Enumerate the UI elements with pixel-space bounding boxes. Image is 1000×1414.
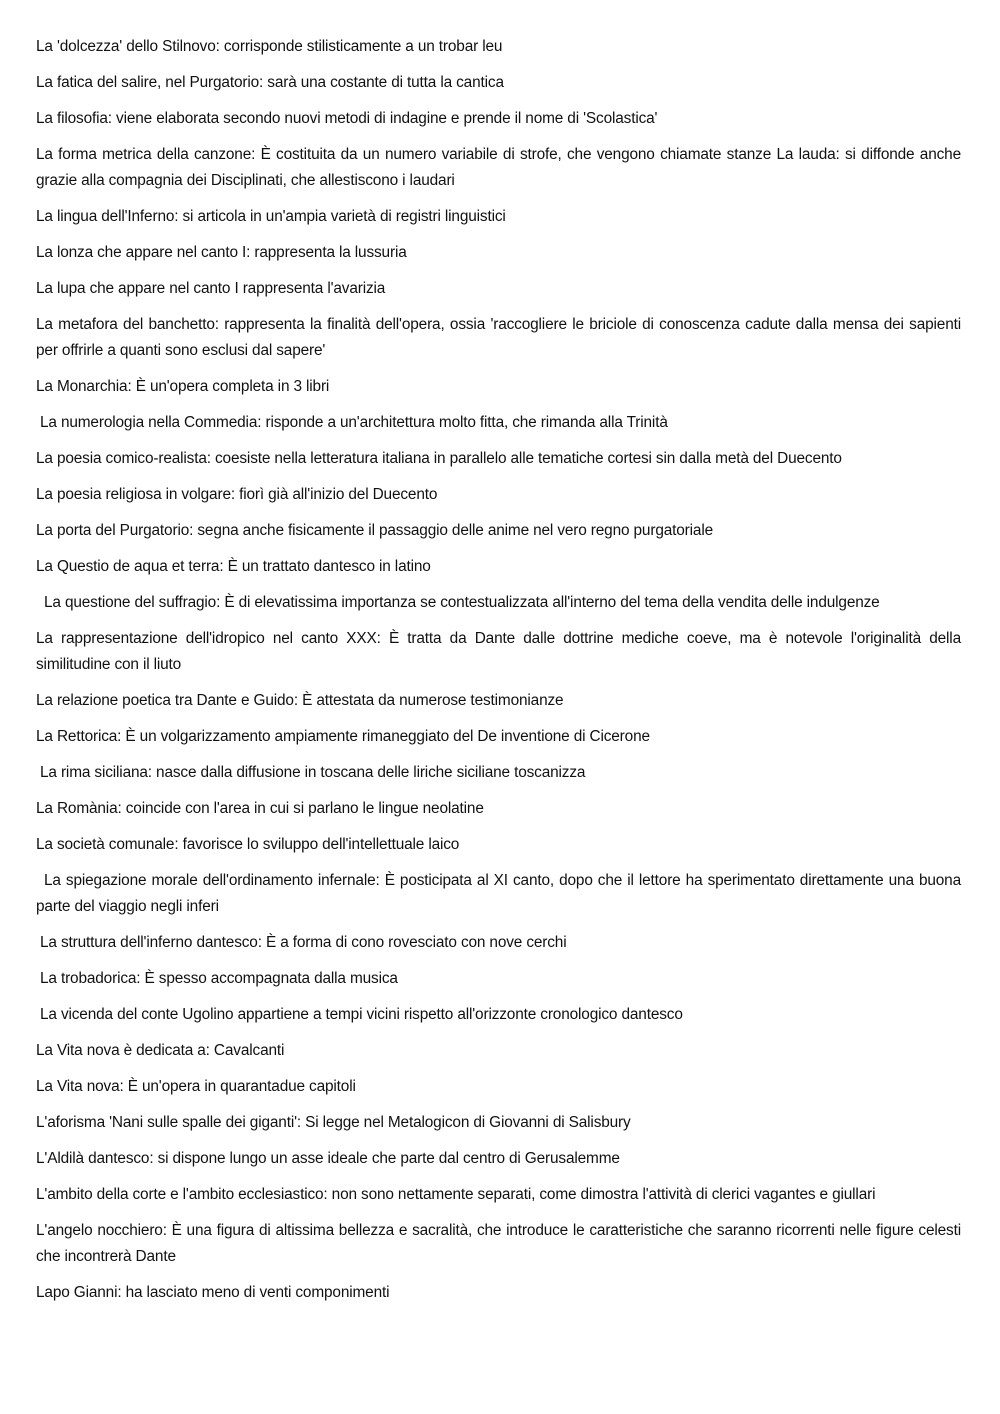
- entry: L'ambito della corte e l'ambito ecclesiastico: non sono nettamente separati, come dimostra l'attività di clerici vagantes e giullari: [36, 1186, 876, 1203]
- entry: La trobadorica: È spesso accompagnata dalla musica: [40, 970, 398, 987]
- entry: La Questio de aqua et terra: È un trattato dantesco in latino: [36, 558, 431, 575]
- entry: La spiegazione morale dell'ordinamento infernale: È posticipata al XI canto, dopo che il lettore ha sperimentato direttamente una buona parte del viaggio negli inferi: [36, 872, 961, 915]
- entry: L'angelo nocchiero: È una figura di altissima bellezza e sacralità, che introduce le caratteristiche che saranno ricorrenti nelle figure celesti che incontrerà Dante: [36, 1222, 961, 1265]
- document-page: [36, 34, 961, 1316]
- entry: L'Aldilà dantesco: si dispone lungo un asse ideale che parte dal centro di Gerusalemme: [36, 1150, 620, 1167]
- entry: La Romània: coincide con l'area in cui si parlano le lingue neolatine: [36, 800, 484, 817]
- entry: La poesia comico-realista: coesiste nella letteratura italiana in parallelo alle tematiche cortesi sin dalla metà del Duecento: [36, 450, 842, 467]
- entry: La rappresentazione dell'idropico nel canto XXX: È tratta da Dante dalle dottrine mediche coeve, ma è notevole l'originalità della similitudine con il liuto: [36, 630, 961, 673]
- entry: La vicenda del conte Ugolino appartiene a tempi vicini rispetto all'orizzonte cronologico dantesco: [40, 1006, 683, 1023]
- entry: La porta del Purgatorio: segna anche fisicamente il passaggio delle anime nel vero regno purgatoriale: [36, 522, 714, 539]
- entry: La Rettorica: È un volgarizzamento ampiamente rimaneggiato del De inventione di Cicerone: [36, 728, 650, 745]
- entry: La metafora del banchetto: rappresenta la finalità dell'opera, ossia 'raccogliere le briciole di conoscenza cadute dalla mensa dei sapienti per offrirle a quanti sono esclusi dal sapere': [36, 316, 961, 359]
- entry: La numerologia nella Commedia: risponde a un'architettura molto fitta, che rimanda alla Trinità: [40, 414, 668, 431]
- entry: L'aforisma 'Nani sulle spalle dei giganti': Si legge nel Metalogicon di Giovanni di Salisbury: [36, 1114, 631, 1131]
- entry: La Vita nova: È un'opera in quarantadue capitoli: [36, 1078, 356, 1095]
- entry: La Vita nova è dedicata a: Cavalcanti: [36, 1042, 285, 1059]
- entry: La fatica del salire, nel Purgatorio: sarà una costante di tutta la cantica: [36, 74, 504, 91]
- entry: La filosofia: viene elaborata secondo nuovi metodi di indagine e prende il nome di 'Scolastica': [36, 110, 658, 127]
- entry: Lapo Gianni: ha lasciato meno di venti componimenti: [36, 1284, 390, 1301]
- entry: La 'dolcezza' dello Stilnovo: corrisponde stilisticamente a un trobar leu: [36, 38, 503, 55]
- entry: La Monarchia: È un'opera completa in 3 libri: [36, 378, 330, 395]
- entry: La forma metrica della canzone: È costituita da un numero variabile di strofe, che vengono chiamate stanze La lauda: si diffonde anche grazie alla compagnia dei Disciplinati, che allestiscono i laudari: [36, 146, 961, 189]
- entry: La lonza che appare nel canto I: rappresenta la lussuria: [36, 244, 407, 261]
- entry: La poesia religiosa in volgare: fiorì già all'inizio del Duecento: [36, 486, 438, 503]
- entry: La relazione poetica tra Dante e Guido: È attestata da numerose testimonianze: [36, 692, 564, 709]
- entry: La lingua dell'Inferno: si articola in un'ampia varietà di registri linguistici: [36, 208, 506, 225]
- entry: La lupa che appare nel canto I rappresenta l'avarizia: [36, 280, 386, 297]
- entry: La società comunale: favorisce lo sviluppo dell'intellettuale laico: [36, 836, 460, 853]
- entry: La struttura dell'inferno dantesco: È a forma di cono rovesciato con nove cerchi: [40, 934, 567, 951]
- entry: La questione del suffragio: È di elevatissima importanza se contestualizzata all'interno del tema della vendita delle indulgenze: [44, 594, 880, 611]
- entry: La rima siciliana: nasce dalla diffusione in toscana delle liriche siciliane toscanizza: [40, 764, 586, 781]
